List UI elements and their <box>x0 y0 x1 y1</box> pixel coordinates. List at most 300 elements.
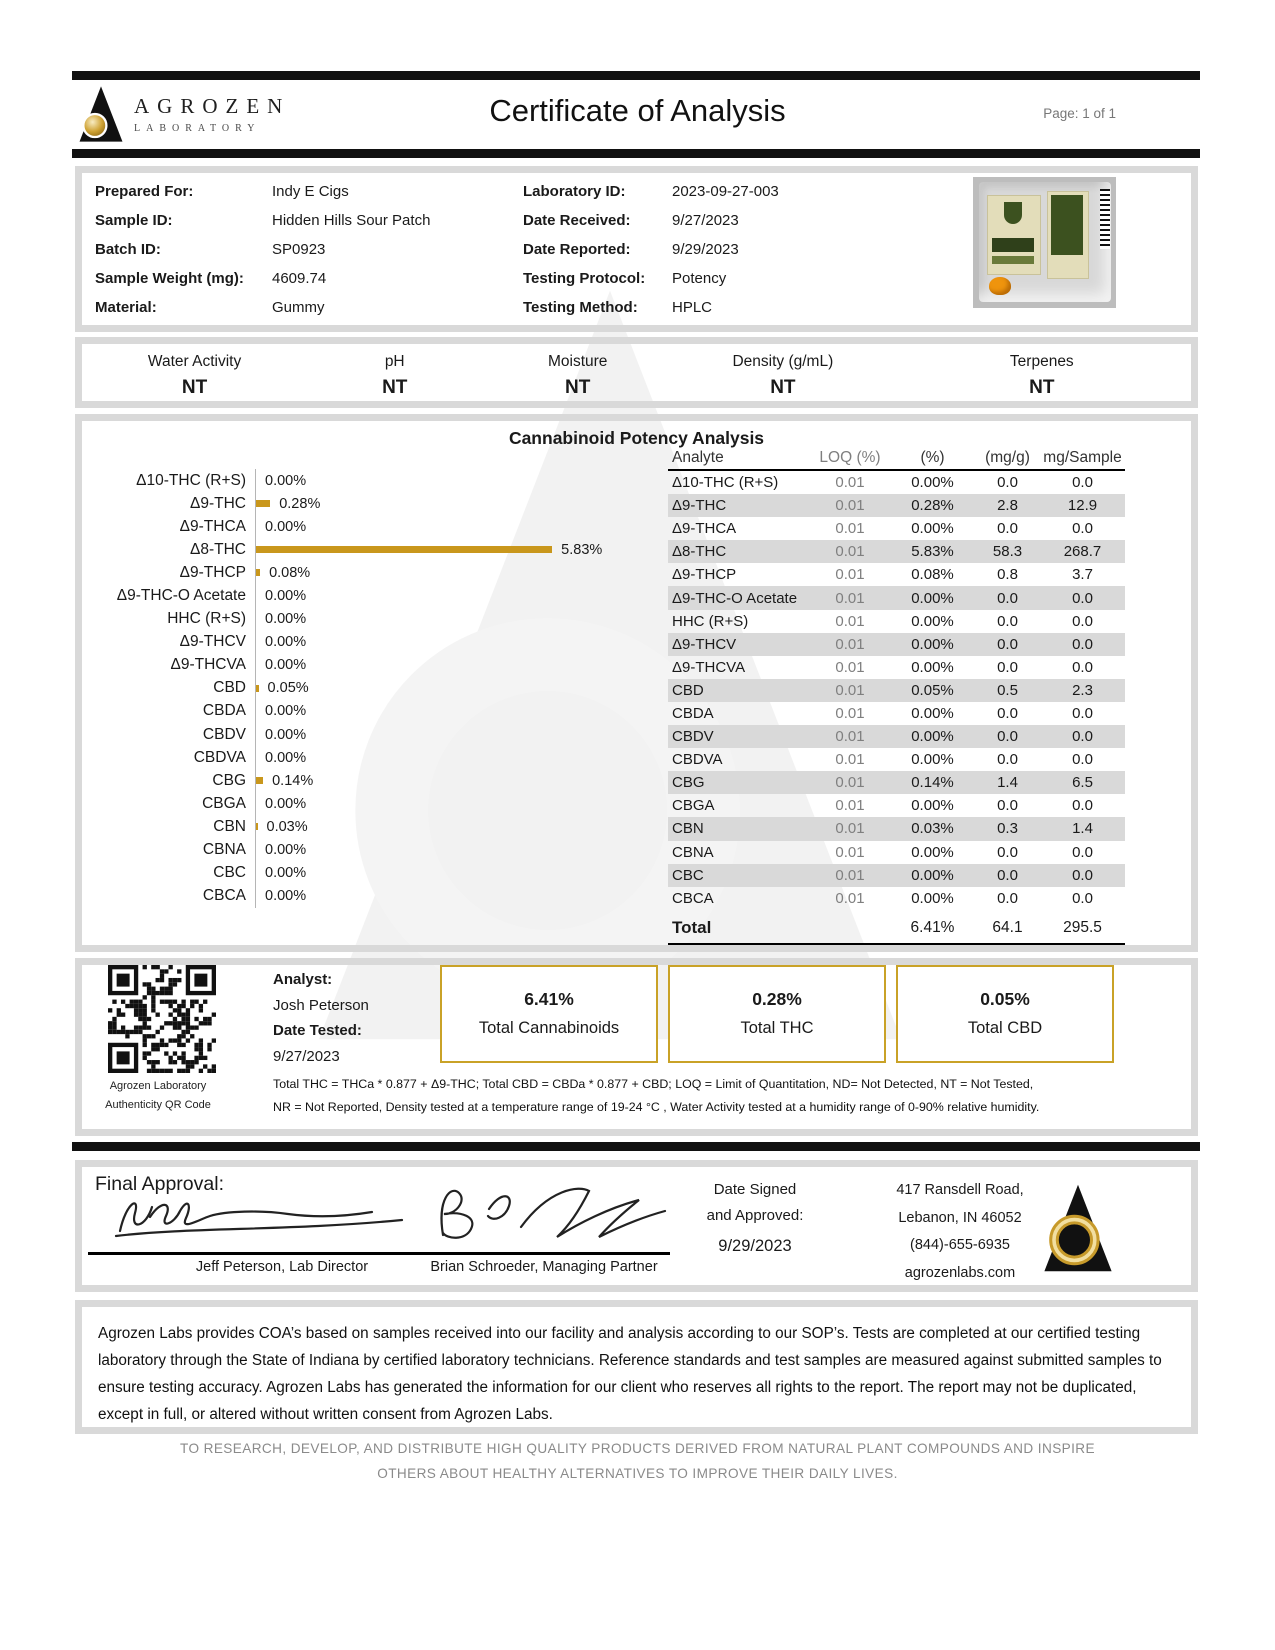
table-cell: 0.00% <box>911 658 954 676</box>
table-cell: 0.01 <box>835 474 865 492</box>
chart-row <box>82 862 657 885</box>
sample-info-row <box>523 177 779 206</box>
table-cell: 0.0 <box>1072 843 1093 861</box>
field-label: Sample Weight (mg): <box>95 270 244 287</box>
chart-bar-area <box>255 723 657 746</box>
summary-box <box>440 965 658 1063</box>
sample-info-row <box>95 293 430 322</box>
table-cell: 2.8 <box>997 497 1018 515</box>
chart-bar-area <box>255 839 657 862</box>
date-signed-value: 9/29/2023 <box>718 1237 792 1255</box>
qr-code <box>108 965 216 1073</box>
table-cell: Δ9-THCP <box>672 566 737 584</box>
report-summary-panel <box>75 958 1198 1136</box>
table-cell: 0.0 <box>1072 474 1093 492</box>
qr-caption-line: Authenticity QR Code <box>105 1099 211 1111</box>
table-cell: 1.4 <box>1072 820 1093 838</box>
table-cell: 268.7 <box>1063 543 1102 561</box>
table-header-cell: mg/Sample <box>1043 449 1122 466</box>
table-cell: 0.0 <box>1072 635 1093 653</box>
sample-photo-front-label <box>987 195 1041 275</box>
chart-bar-area <box>255 862 657 885</box>
table-row <box>668 517 1125 540</box>
table-row <box>668 725 1125 748</box>
address-line: 417 Ransdell Road, <box>896 1182 1024 1198</box>
chart-category-label: Δ8-THC <box>190 540 246 558</box>
field-value: Gummy <box>272 299 325 316</box>
chart-category-label: Δ9-THCV <box>179 633 246 651</box>
chart-row <box>82 700 657 723</box>
chart-category-label: CBDV <box>202 725 246 743</box>
sample-photo-green-panel <box>1051 195 1083 255</box>
table-cell: CBN <box>672 820 704 838</box>
brand-name: AGROZEN <box>134 94 291 118</box>
footnotes <box>273 1073 1153 1118</box>
sample-info-row <box>95 206 430 235</box>
table-cell: 0.01 <box>835 866 865 884</box>
table-cell: 0.0 <box>997 635 1018 653</box>
screening-columns <box>82 344 1191 401</box>
field-value: 9/27/2023 <box>672 212 739 229</box>
chart-value-label: 0.00% <box>265 657 307 674</box>
table-cell: 1.4 <box>997 774 1018 792</box>
chart-category-label: CBD <box>213 679 246 697</box>
chart-row <box>82 654 657 677</box>
table-cell: 0.0 <box>1072 728 1093 746</box>
table-header-cell: (%) <box>920 449 945 466</box>
mission-statement <box>0 1436 1275 1486</box>
address-line: (844)-655-6935 <box>910 1237 1010 1253</box>
chart-value-label: 0.00% <box>265 888 307 905</box>
table-total-cell: 6.41% <box>910 918 955 936</box>
chart-bar-area <box>255 584 657 607</box>
chart-category-label: CBN <box>213 817 246 835</box>
table-cell: Δ10-THC (R+S) <box>672 474 779 492</box>
chart-value-label: 0.00% <box>265 634 307 651</box>
field-value: Hidden Hills Sour Patch <box>272 212 431 229</box>
field-value: HPLC <box>672 299 713 316</box>
chart-bar-area <box>255 469 657 492</box>
field-value: SP0923 <box>272 241 326 258</box>
table-cell: 2.3 <box>1072 681 1093 699</box>
chart-row <box>82 538 657 561</box>
table-cell: 0.0 <box>997 843 1018 861</box>
table-cell: 0.01 <box>835 635 865 653</box>
field-value: 4609.74 <box>272 270 327 287</box>
table-cell: 0.00% <box>911 635 954 653</box>
table-cell: 0.0 <box>1072 658 1093 676</box>
signature-line-2 <box>418 1252 670 1255</box>
top-divider-bar <box>72 71 1200 80</box>
chart-category-label: HHC (R+S) <box>167 610 246 628</box>
table-cell: 0.01 <box>835 589 865 607</box>
chart-bar-area <box>255 515 657 538</box>
sample-photo-gummy <box>989 277 1011 295</box>
table-row <box>668 771 1125 794</box>
table-cell: 0.0 <box>1072 866 1093 884</box>
chart-value-label: 0.00% <box>265 749 307 766</box>
sample-info-row <box>523 293 779 322</box>
chart-row <box>82 584 657 607</box>
chart-row <box>82 746 657 769</box>
table-cell: 0.00% <box>911 728 954 746</box>
chart-value-label: 0.00% <box>265 865 307 882</box>
footnote-line: NR = Not Reported, Density tested at a temperature range of 19-24 °C , Water Activity tested at a humidity range of 0-90% relative humidity. <box>273 1099 1040 1114</box>
table-total-row <box>668 913 1125 945</box>
sample-info-right <box>523 177 779 322</box>
table-cell: CBDVA <box>672 751 723 769</box>
header-divider-bar <box>72 149 1200 158</box>
sample-info-row <box>523 206 779 235</box>
approval-logo-icon <box>1042 1181 1114 1275</box>
chart-bar-area <box>255 631 657 654</box>
table-cell: 58.3 <box>992 543 1023 561</box>
screening-label: Moisture <box>547 353 608 370</box>
analyst-label: Analyst: <box>273 971 333 988</box>
table-cell: 0.0 <box>997 728 1018 746</box>
chart-bar-area <box>255 561 657 584</box>
chart-row <box>82 561 657 584</box>
table-cell: Δ9-THCV <box>672 635 737 653</box>
summary-box <box>668 965 886 1063</box>
summary-label: Total Cannabinoids <box>478 1019 620 1037</box>
chart-category-label: CBDA <box>202 702 246 720</box>
table-cell: Δ9-THCA <box>672 520 737 538</box>
table-cell: CBCA <box>672 889 714 907</box>
screening-item <box>893 353 1191 401</box>
signer-name-1: Brian Schroeder, Managing Partner <box>430 1259 658 1275</box>
chart-title: Cannabinoid Potency Analysis <box>508 428 765 448</box>
table-cell: 0.00% <box>911 889 954 907</box>
table-cell: 0.0 <box>997 520 1018 538</box>
table-cell: 0.00% <box>911 797 954 815</box>
table-cell: 0.28% <box>911 497 954 515</box>
sample-info-panel <box>75 166 1198 332</box>
table-cell: 0.05% <box>911 681 954 699</box>
chart-category-label: Δ9-THCA <box>179 517 246 535</box>
table-cell: 0.01 <box>835 751 865 769</box>
field-label: Testing Method: <box>523 299 638 316</box>
screening-label: pH <box>384 353 405 370</box>
footer-line: TO RESEARCH, DEVELOP, AND DISTRIBUTE HIGH QUALITY PRODUCTS DERIVED FROM NATURAL PLANT COMPOUNDS AND INSPIRE <box>180 1441 1095 1456</box>
table-cell: 0.0 <box>1072 589 1093 607</box>
table-row <box>668 864 1125 887</box>
table-cell: 0.0 <box>997 751 1018 769</box>
chart-bar <box>256 500 270 507</box>
table-row <box>668 817 1125 840</box>
chart-value-label: 5.83% <box>561 541 603 558</box>
analyst-name: Josh Peterson <box>273 996 369 1014</box>
chart-row <box>82 515 657 538</box>
chart-row <box>82 792 657 815</box>
table-row <box>668 748 1125 771</box>
chart-value-label: 0.00% <box>265 703 307 720</box>
final-approval-panel <box>75 1160 1198 1292</box>
summary-boxes <box>440 965 1114 1063</box>
table-cell: 0.01 <box>835 820 865 838</box>
date-tested-label: Date Tested: <box>273 1022 362 1039</box>
chart-category-label: Δ9-THCVA <box>170 656 246 674</box>
table-cell: 0.0 <box>1072 612 1093 630</box>
chart-bar-area <box>255 608 657 631</box>
chart-category-label: CBG <box>212 771 246 789</box>
address-line: agrozenlabs.com <box>904 1264 1016 1281</box>
table-cell: 0.0 <box>1072 520 1093 538</box>
summary-value: 0.05% <box>980 989 1030 1009</box>
table-cell: 0.01 <box>835 566 865 584</box>
table-total-cell: 295.5 <box>1063 918 1102 936</box>
table-cell: 0.01 <box>835 843 865 861</box>
table-cell: HHC (R+S) <box>672 612 749 630</box>
table-cell: 0.0 <box>997 589 1018 607</box>
chart-value-label: 0.00% <box>265 726 307 743</box>
sample-photo-back-label <box>1047 191 1089 279</box>
table-cell: 0.00% <box>911 589 954 607</box>
chart-category-label: CBC <box>213 864 246 882</box>
field-label: Testing Protocol: <box>523 270 646 287</box>
chart-bar-area <box>255 815 657 838</box>
disclaimer-text: Agrozen Labs provides COA’s based on samples received into our facility and analysis according to our SOP’s. Tests are completed at our certified testing laboratory through the State of Indiana by certified laboratory technicians. Reference standards and test samples are measured against submitted samples to ensure testing accuracy. Agrozen Labs has generated the information for our client who reserves all rights to the report. The report may not be duplicated, except in full, or altered without written consent from Agrozen Labs. <box>98 1325 1162 1423</box>
table-cell: 0.14% <box>911 774 954 792</box>
chart-bar-area <box>255 538 657 561</box>
table-cell: Δ8-THC <box>672 543 727 561</box>
sample-photo-band-2 <box>992 256 1034 264</box>
chart-value-label: 0.00% <box>265 518 307 535</box>
table-header-cell: LOQ (%) <box>819 449 881 466</box>
table-total-cell: Total <box>672 917 712 937</box>
table-cell: 0.01 <box>835 497 865 515</box>
table-cell: 0.01 <box>835 797 865 815</box>
table-row <box>668 656 1125 679</box>
table-cell: 0.01 <box>835 612 865 630</box>
chart-category-label: CBDVA <box>193 748 246 766</box>
chart-value-label: 0.00% <box>265 472 307 489</box>
chart-value-label: 0.03% <box>266 818 308 835</box>
chart-category-label: CBCA <box>202 887 246 905</box>
sample-info-row <box>95 235 430 264</box>
table-cell: CBC <box>672 866 704 884</box>
table-cell: 0.01 <box>835 704 865 722</box>
chart-value-label: 0.00% <box>265 611 307 628</box>
screening-item <box>82 353 307 401</box>
field-label: Date Received: <box>523 212 631 229</box>
chart-value-label: 0.00% <box>265 842 307 859</box>
table-cell: 0.01 <box>835 728 865 746</box>
chart-bar <box>256 685 259 692</box>
screening-item <box>307 353 482 401</box>
field-label: Date Reported: <box>523 241 631 258</box>
chart-value-label: 0.08% <box>269 564 311 581</box>
table-cell: 0.00% <box>911 843 954 861</box>
disclaimer-panel <box>75 1300 1198 1434</box>
table-row <box>668 633 1125 656</box>
screening-label: Density (g/mL) <box>732 353 834 370</box>
table-cell: Δ9-THC-O Acetate <box>672 589 798 607</box>
screening-item <box>482 353 673 401</box>
potency-analysis-panel <box>75 414 1198 952</box>
chart-row <box>82 769 657 792</box>
table-cell: 0.0 <box>997 797 1018 815</box>
chart-row <box>82 723 657 746</box>
table-header-cell: (mg/g) <box>985 449 1030 466</box>
field-label: Laboratory ID: <box>523 183 626 200</box>
footer-line: OTHERS ABOUT HEALTHY ALTERNATIVES TO IMPROVE THEIR DAILY LIVES. <box>377 1466 898 1481</box>
chart-category-label: Δ10-THC (R+S) <box>136 471 246 489</box>
sample-info-row <box>523 264 779 293</box>
sample-info-row <box>95 264 430 293</box>
field-label: Batch ID: <box>95 241 161 258</box>
table-cell: 0.0 <box>1072 704 1093 722</box>
chart-row <box>82 608 657 631</box>
screening-value: NT <box>770 377 796 398</box>
field-value: Potency <box>672 270 727 287</box>
screening-label: Terpenes <box>1009 353 1074 370</box>
approval-divider-bar <box>72 1142 1200 1151</box>
chart-category-label: Δ9-THC-O Acetate <box>116 587 246 605</box>
table-cell: 0.01 <box>835 889 865 907</box>
chart-bar <box>256 546 552 553</box>
chart-bar <box>256 823 258 830</box>
field-label: Prepared For: <box>95 183 194 200</box>
chart-value-label: 0.28% <box>279 495 321 512</box>
chart-category-label: Δ9-THC <box>190 494 246 512</box>
analyst-block <box>273 967 369 1069</box>
sample-photo-shield <box>1004 202 1022 224</box>
table-cell: Δ9-THC <box>672 497 727 515</box>
chart-row <box>82 677 657 700</box>
final-approval-title: Final Approval: <box>95 1173 224 1195</box>
table-cell: 0.0 <box>997 658 1018 676</box>
chart-bar-area <box>255 746 657 769</box>
sample-info-row <box>95 177 430 206</box>
table-cell: 0.00% <box>911 751 954 769</box>
screening-value: NT <box>1029 377 1055 398</box>
sample-photo <box>973 177 1116 308</box>
table-cell: 0.3 <box>997 820 1018 838</box>
chart-value-label: 0.00% <box>265 795 307 812</box>
signer-name-0: Jeff Peterson, Lab Director <box>195 1259 369 1275</box>
screening-value: NT <box>565 377 591 398</box>
chart-bar <box>256 777 263 784</box>
document-title: Certificate of Analysis <box>489 93 786 128</box>
table-cell: 0.0 <box>997 704 1018 722</box>
address-line: Lebanon, IN 46052 <box>898 1209 1022 1226</box>
chart-row <box>82 885 657 908</box>
table-row <box>668 540 1125 563</box>
summary-box <box>896 965 1114 1063</box>
chart-category-label: CBNA <box>202 841 246 859</box>
table-row <box>668 471 1125 494</box>
table-cell: 0.00% <box>911 866 954 884</box>
sample-photo-band <box>992 238 1034 252</box>
table-cell: 0.01 <box>835 543 865 561</box>
table-row <box>668 679 1125 702</box>
table-cell: 6.5 <box>1072 774 1093 792</box>
signature-jeff-peterson-icon <box>110 1189 410 1249</box>
table-cell: 0.01 <box>835 658 865 676</box>
table-row <box>668 586 1125 609</box>
table-cell: 0.0 <box>997 866 1018 884</box>
field-value: Indy E Cigs <box>272 183 349 200</box>
summary-value: 0.28% <box>752 989 802 1009</box>
chart-row <box>82 815 657 838</box>
chart-bar-area <box>255 654 657 677</box>
table-cell: CBNA <box>672 843 714 861</box>
date-signed-block <box>682 1177 828 1256</box>
table-cell: Δ9-THCVA <box>672 658 746 676</box>
qr-caption <box>68 1077 248 1115</box>
table-cell: 0.00% <box>911 474 954 492</box>
table-cell: CBGA <box>672 797 715 815</box>
table-cell: CBG <box>672 774 705 792</box>
chart-bar-area <box>255 700 657 723</box>
page-number: Page: 1 of 1 <box>1043 106 1116 121</box>
table-cell: 0.0 <box>997 612 1018 630</box>
table-header-row <box>668 447 1125 471</box>
chart-bar-area <box>255 792 657 815</box>
table-cell: 0.08% <box>911 566 954 584</box>
summary-label: Total THC <box>740 1019 814 1037</box>
chart-row <box>82 492 657 515</box>
screening-label: Water Activity <box>147 353 242 370</box>
sample-info-row <box>523 235 779 264</box>
table-row <box>668 887 1125 910</box>
chart-row <box>82 469 657 492</box>
table-row <box>668 841 1125 864</box>
chart-bar-area <box>255 677 657 700</box>
chart-bar-area <box>255 492 657 515</box>
table-cell: 0.5 <box>997 681 1018 699</box>
field-label: Sample ID: <box>95 212 173 229</box>
chart-row <box>82 839 657 862</box>
table-cell: 0.01 <box>835 774 865 792</box>
potency-table <box>668 447 1125 945</box>
screening-item <box>673 353 893 401</box>
table-cell: 3.7 <box>1072 566 1093 584</box>
signature-brian-schroeder-icon <box>427 1181 677 1249</box>
date-tested-value: 9/27/2023 <box>273 1047 340 1065</box>
address-block <box>860 1177 1060 1287</box>
chart-bar <box>256 569 260 576</box>
table-cell: 12.9 <box>1067 497 1098 515</box>
table-cell: 0.01 <box>835 681 865 699</box>
table-header-cell: Analyte <box>672 449 724 466</box>
table-cell: 0.00% <box>911 520 954 538</box>
chart-bar-area <box>255 769 657 792</box>
table-row <box>668 494 1125 517</box>
table-row <box>668 794 1125 817</box>
table-total-cell: 64.1 <box>992 918 1023 936</box>
sample-info-left <box>95 177 430 322</box>
summary-label: Total CBD <box>967 1019 1043 1037</box>
table-cell: 0.0 <box>1072 797 1093 815</box>
field-value: 9/29/2023 <box>672 241 739 258</box>
qr-caption-line: Agrozen Laboratory <box>109 1080 207 1092</box>
screening-value: NT <box>382 377 408 398</box>
table-row <box>668 610 1125 633</box>
table-cell: 0.8 <box>997 566 1018 584</box>
table-cell: CBDV <box>672 728 714 746</box>
table-cell: 0.01 <box>835 520 865 538</box>
date-signed-label-1: Date Signed <box>713 1181 797 1198</box>
table-cell: 5.83% <box>911 543 954 561</box>
chart-value-label: 0.00% <box>265 588 307 605</box>
footnote-line: Total THC = THCa * 0.877 + Δ9-THC; Total CBD = CBDa * 0.877 + CBD; LOQ = Limit of Quantitation, ND= Not Detected, NT = Not Tested, <box>273 1077 1034 1091</box>
table-cell: 0.03% <box>911 820 954 838</box>
field-value: 2023-09-27-003 <box>672 183 779 200</box>
chart-category-label: Δ9-THCP <box>179 563 246 581</box>
chart-value-label: 0.05% <box>267 680 309 697</box>
